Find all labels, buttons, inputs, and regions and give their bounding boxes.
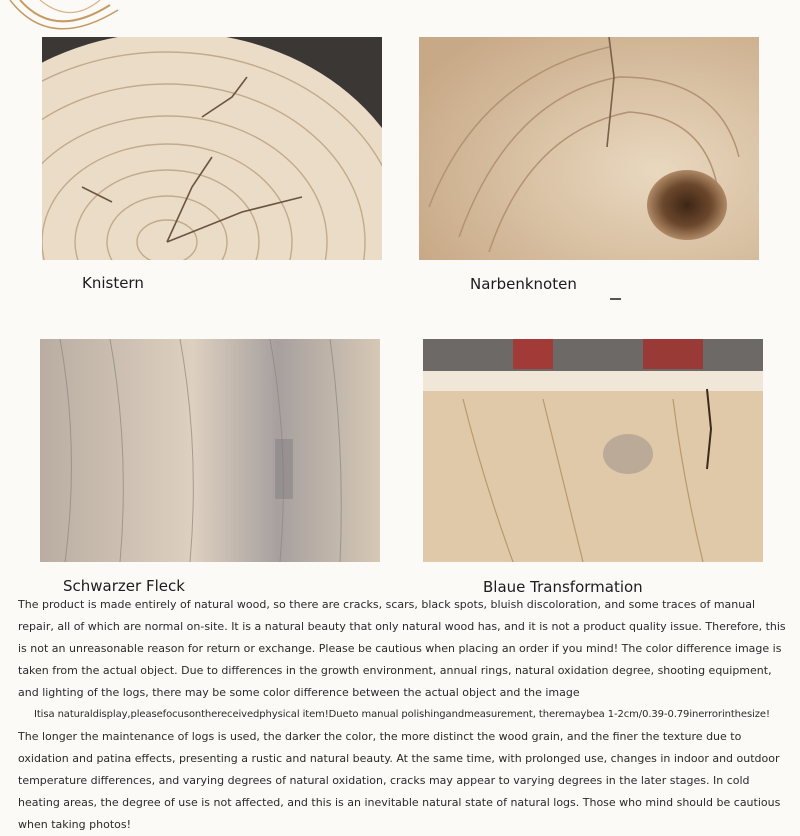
caption-cracks: Knistern [82, 274, 144, 292]
description-size-note: Itisa naturaldisplay,pleasefocusonthereceivedphysical item!Dueto manual polishingandmeasurement, theremaybea 1-2cm/0.39-0.79inerrorinthesize! [34, 709, 770, 720]
photo-cracks [42, 37, 382, 260]
caption-blue-transformation: Blaue Transformation [483, 578, 643, 596]
decorative-speck [610, 298, 621, 300]
caption-black-spots: Schwarzer Fleck [63, 577, 185, 595]
photo-scar-knot [419, 37, 759, 260]
caption-scar-knot: Narbenknoten [470, 275, 577, 293]
description-paragraph-2: The longer the maintenance of logs is used, the darker the color, the more distinct the wood grain, and the finer the texture due to oxidation and patina effects, presenting a rustic and natural beauty. At the same time, with prolonged use, changes in indoor and outdoor temperature differences, and varying degrees of natural oxidation, cracks may appear to varying degrees in the later stages. In cold heating areas, the degree of use is not affected, and this is an inevitable natural state of natural logs. Those who mind should be cautious when taking photos! [18, 730, 781, 831]
photo-black-spots [40, 339, 380, 562]
photo-blue-discoloration [423, 339, 763, 562]
description-paragraph-1: The product is made entirely of natural wood, so there are cracks, scars, black spots, bluish discoloration, and some traces of manual repair, all of which are normal on-site. It is a natural beauty that only natural wood has, and it is not a product quality issue. Therefore, this is not an unreasonable reason for return or exchange. Please be cautious when placing an order if you mind! The color difference image is taken from the actual object. Due to differences in the growth environment, annual rings, natural oxidation degree, shooting equipment, and lighting of the logs, there may be some color difference between the actual object and the image [18, 598, 786, 699]
